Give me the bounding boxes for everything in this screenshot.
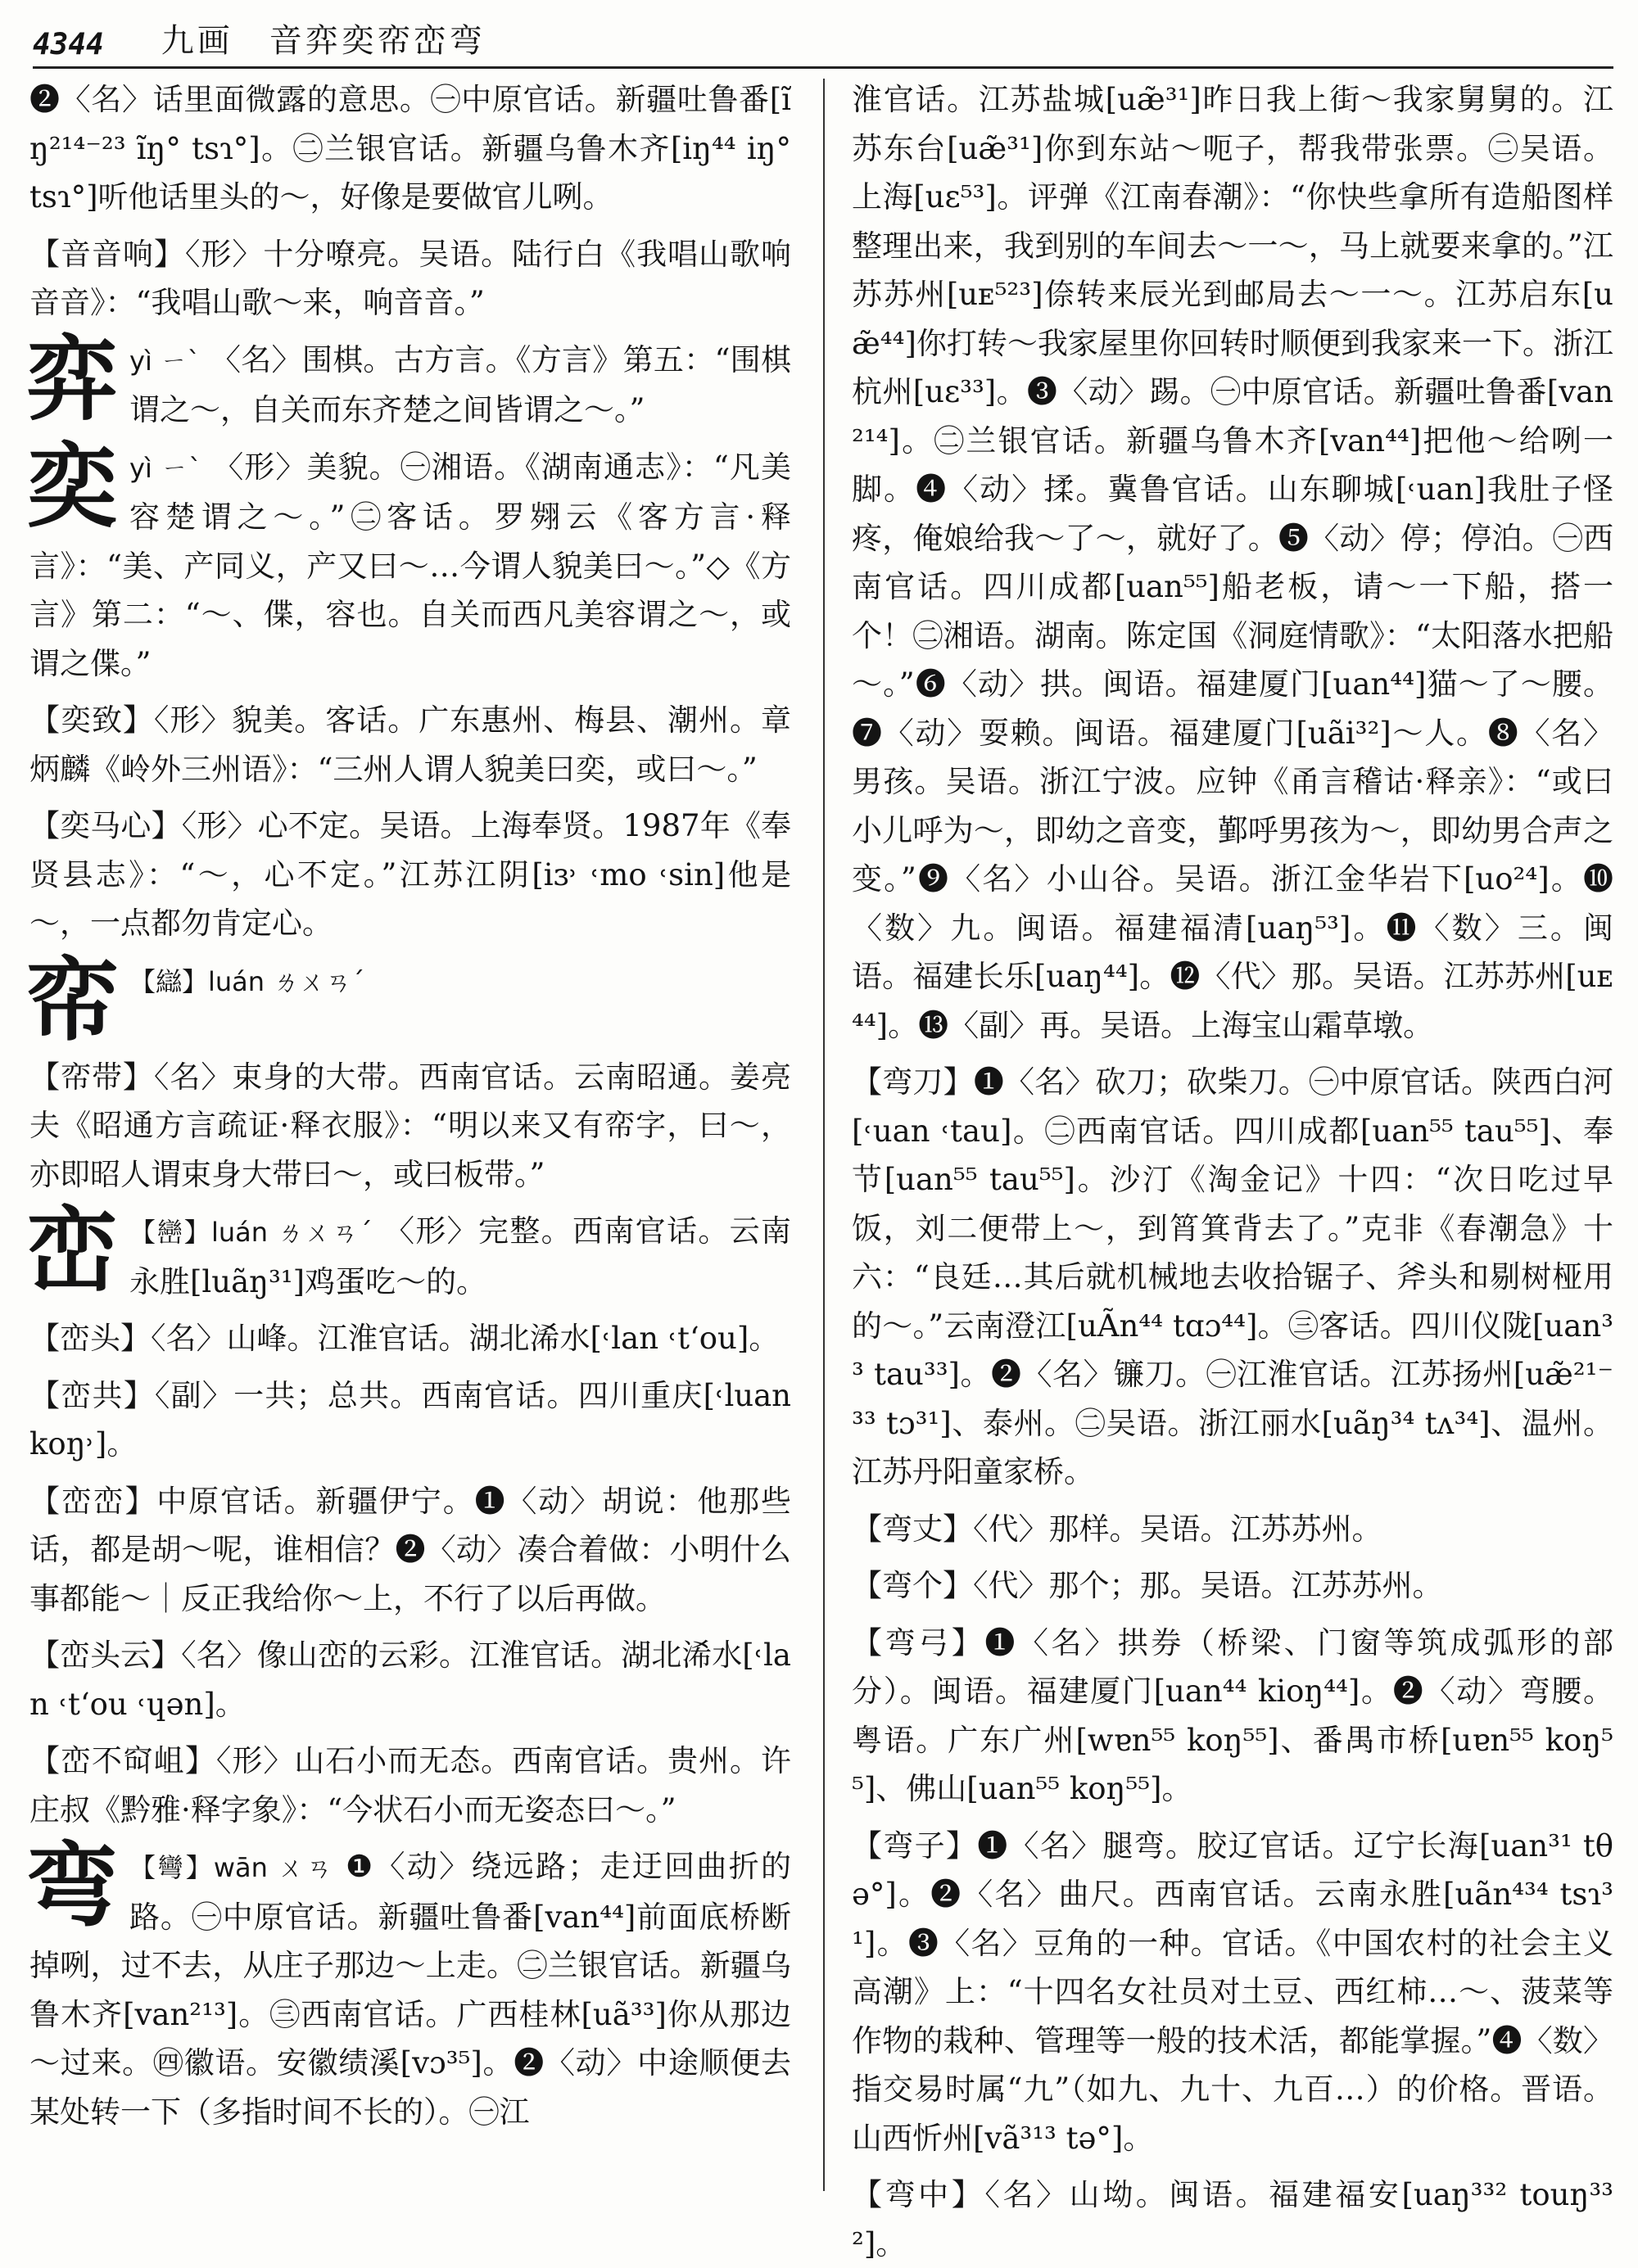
entry-text: 〈形〉完整。西南官话。云南永胜[luãŋ³¹]鸡蛋吃～的。: [129, 1213, 792, 1299]
pinyin: 【䜌】luán ㄌㄨㄢˊ: [129, 965, 365, 997]
entry-text: 【弯个】〈代〉那个；那。吴语。江苏苏州。: [852, 1568, 1443, 1603]
entry-text: ❶〈动〉绕远路；走迂回曲折的路。㊀中原官话。新疆吐鲁番[van⁴⁴]前面底桥断掉咧，过不去，从庄子那边～上走。㊁兰银官话。新疆乌鲁木齐[van²¹³]。㊂西南官话。广西桂林[uã³³]你从那边～过来。㊃徽语。安徽绩溪[vɔ³⁵]。❷〈动〉中途顺便去某处转一下（多指时间不长的）。㊀江: [29, 1849, 791, 2130]
entry-text: 淮官话。江苏盐城[uæ̃³¹]昨日我上街～我家舅舅的。江苏东台[uæ̃³¹]你到东站～呃子，帮我带张票。㊁吴语。上海[uɛ⁵³]。评弹《江南春潮》：“你快些拿所有造船图样整理出来，我到别的车间去～一～，马上就要来拿的。”江苏苏州[uᴇ⁵²³]倷转来辰光到邮局去～一～。江苏启东[uæ̃⁴⁴]你打转～我家屋里你回转时顺便到我家来一下。浙江杭州[uɛ³³]。❸〈动〉踢。㊀中原官话。新疆吐鲁番[van²¹⁴]。㊁兰银官话。新疆乌鲁木齐[van⁴⁴]把他～给咧一脚。❹〈动〉揉。冀鲁官话。山东聊城[˓uan]我肚子怪疼，俺娘给我～了～，就好了。❺〈动〉停；停泊。㊀西南官话。四川成都[uan⁵⁵]船老板，请～一下船，搭一个！㊁湘语。湖南。陈定国《洞庭情歌》：“太阳落水把船～。”❻〈动〉拱。闽语。福建厦门[uan⁴⁴]猫～了～腰。❼〈动〉耍赖。闽语。福建厦门[uãi³²]～人。❽〈名〉男孩。吴语。浙江宁波。应钟《甬言稽诂·释亲》：“或曰小儿呼为～，即幼之音变，鄞呼男孩为～，即幼男合声之变。”❾〈名〉小山谷。吴语。浙江金华岩下[uo²⁴]。❿〈数〉九。闽语。福建福清[uaŋ⁵³]。⓫〈数〉三。闽语。福建长乐[uaŋ⁴⁴]。⓬〈代〉那。吴语。江苏苏州[uᴇ⁴⁴]。⓭〈副〉再。吴语。上海宝山霜草墩。: [852, 82, 1613, 1043]
head-character: 峦: [26, 1197, 118, 1304]
entry-text: 【峦头】〈名〉山峰。江淮官话。湖北浠水[˓lan ˓tʻou]。: [29, 1321, 780, 1356]
character-entry: [26, 432, 791, 689]
pinyin: 【彎】wān ㄨㄢ: [129, 1852, 334, 1883]
character-entry: [26, 1832, 791, 2136]
page-title: 九画 音弈奕帟峦弯: [161, 22, 486, 60]
entry-text: ❷〈名〉话里面微露的意思。㊀中原官话。新疆吐鲁番[ĩŋ²¹⁴⁻²³ ĩŋ° tsɿ°]。㊁兰银官话。新疆乌鲁木齐[iŋ⁴⁴ iŋ° tsɿ°]听他话里头的～，好像是要做官儿咧。: [29, 82, 791, 215]
character-entry: [26, 1197, 792, 1306]
page-number: 4344: [33, 28, 104, 61]
entry-text: 〈形〉美貌。㊀湘语。《湖南通志》：“凡美容楚谓之～。”㊁客话。罗翙云《客方言·释言》：“美、产同义，产又曰～…今谓人貌美曰～。”◇《方言》第二：“～、偞，容也。自关而西凡美容谓之～，或谓之偞。”: [29, 449, 791, 681]
entry-text: 【弯中】〈名〉山坳。闽语。福建福安[uaŋ³³² touŋ³³²]。: [852, 2177, 1613, 2261]
character-entry: [26, 325, 791, 435]
head-character: 弯: [26, 1832, 118, 1940]
head-character: 奕: [26, 432, 118, 540]
entry-text: 【峦头云】〈名〉像山峦的云彩。江淮官话。湖北浠水[˓lan ˓tʻou ˓ɥən]。: [29, 1638, 791, 1722]
pinyin: yì ㄧˋ: [129, 452, 203, 484]
head-character: 帟: [26, 946, 118, 1054]
page-header: [33, 11, 1613, 69]
entry-text: 【弯弓】❶〈名〉拱券（桥梁、门窗等筑成弧形的部分）。闽语。福建厦门[uan⁴⁴ kioŋ⁴⁴]。❷〈动〉弯腰。粤语。广东广州[wɐn⁵⁵ koŋ⁵⁵]、番禺市桥[uɐn⁵⁵ koŋ⁵⁵]、佛山[uan⁵⁵ koŋ⁵⁵]。: [852, 1624, 1613, 1806]
entry-text: 【奕马心】〈形〉心不定。吴语。上海奉贤。1987年《奉贤县志》：“～，心不定。”江苏江阴[iɜ˒ ˓mo ˓sin]他是～，一点都勿肯定心。: [29, 808, 791, 941]
entry-text: 【峦峦】中原官话。新疆伊宁。❶〈动〉胡说：他那些话，都是胡～呢，谁相信？❷〈动〉凑合着做：小明什么事都能～｜反正我给你～上，不行了以后再做。: [29, 1483, 791, 1616]
entry-text: 【弯刀】❶〈名〉砍刀；砍柴刀。㊀中原官话。陕西白河[˓uan ˓tau]。㊁西南官话。四川成都[uan⁵⁵ tau⁵⁵]、奉节[uan⁵⁵ tau⁵⁵]。沙汀《淘金记》十四：“次日吃过早饭，刘二便带上～，到筲箕背去了。”克非《春潮急》十六：“良廷…其后就机械地去收拾锯子、斧头和剔树桠用的～。”云南澄江[uÃn⁴⁴ tɑɔ⁴⁴]。㊂客话。四川仪陇[uan³³ tau³³]。❷〈名〉镰刀。㊀江淮官话。江苏扬州[uæ̃²¹⁻³³ tɔ³¹]、泰州。㊁吴语。浙江丽水[uãŋ³⁴ tʌ³⁴]、温州。江苏丹阳童家桥。: [852, 1064, 1613, 1489]
pinyin: 【巒】luán ㄌㄨㄢˊ: [129, 1217, 373, 1248]
left-column: [26, 75, 792, 2196]
entry-text: 【奕致】〈形〉貌美。客话。广东惠州、梅县、潮州。章炳麟《岭外三州语》：“三州人谓人貌美曰奕，或曰～。”: [29, 703, 791, 787]
entry-text: 【音音响】〈形〉十分嘹亮。吴语。陆行白《我唱山歌响音音》：“我唱山歌～来，响音音。”: [29, 236, 791, 320]
head-character: 弈: [26, 325, 118, 433]
entry-text: 【峦不䆗岨】〈形〉山石小而无态。西南官话。贵州。许庄叔《黔雅·释字象》：“今状石小而无姿态曰～。”: [29, 1743, 791, 1828]
character-entry: [26, 946, 791, 1054]
entry-text: 【帟带】〈名〉束身的大带。西南官话。云南昭通。姜亮夫《昭通方言疏证·释衣服》：“明以来又有帟字，曰～，亦即昭人谓束身大带曰～，或曰板带。”: [29, 1059, 791, 1192]
entry-text: 【弯丈】〈代〉那样。吴语。江苏苏州。: [852, 1511, 1382, 1547]
entry-text: 【峦共】〈副〉一共；总共。西南官话。四川重庆[˓luan koŋ˒]。: [29, 1377, 791, 1462]
entry-text: 〈名〉围棋。古方言。《方言》第五：“围棋谓之～，自关而东齐楚之间皆谓之～。”: [129, 341, 791, 427]
pinyin: yì ㄧˋ: [129, 345, 201, 377]
right-column: [852, 75, 1613, 2261]
entry-text: 【弯子】❶〈名〉腿弯。胶辽官话。辽宁长海[uan³¹ tθə°]。❷〈名〉曲尺。西南官话。云南永胜[uãn⁴³⁴ tsɿ³¹]。❸〈名〉豆角的一种。官话。《中国农村的社会主义高潮》上：“十四名女社员对土豆、西红柿…～、菠菜等作物的栽种、管理等一般的技术活，都能掌握。”❹〈数〉指交易时属“九”（如九、九十、九百…）的价格。晋语。山西忻州[vã³¹³ tə°]。: [852, 1828, 1613, 2156]
column-divider: [823, 79, 825, 2191]
